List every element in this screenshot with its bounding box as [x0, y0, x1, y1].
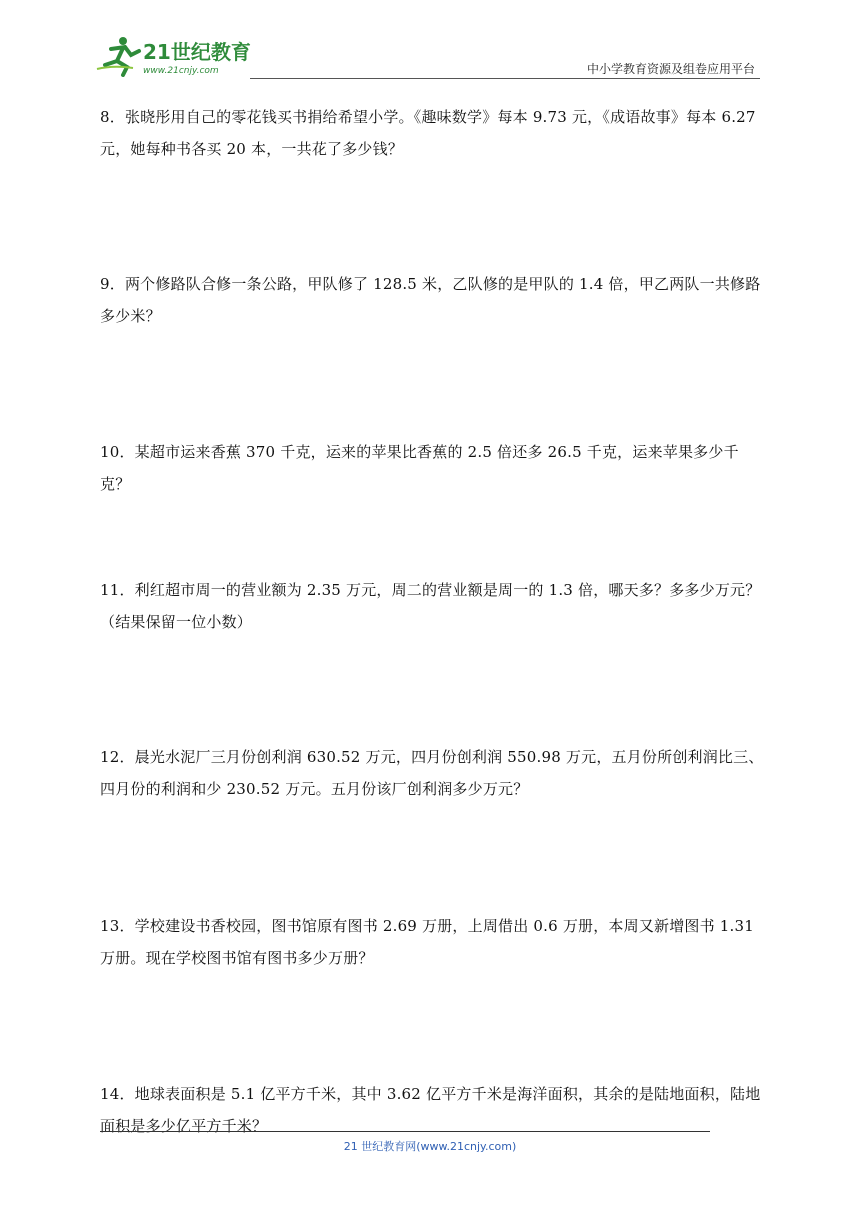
question-14: 14．地球表面积是 5.1 亿平方千米，其中 3.62 亿平方千米是海洋面积，其余的是陆地面积，陆地面积是多少亿平方千米？ — [100, 1085, 761, 1135]
header-divider — [250, 78, 760, 79]
question-12: 12．晨光水泥厂三月份创利润 630.52 万元，四月份创利润 550.98 万元，五月份所创利润比三、四月份的利润和少 230.52 万元。五月份该厂创利润多少万元？ — [100, 748, 764, 798]
footer-divider — [100, 1131, 710, 1132]
question-9: 9．两个修路队合修一条公路，甲队修了 128.5 米，乙队修的是甲队的 1.4 倍，甲乙两队一共修路多少米？ — [100, 275, 761, 325]
site-name: 中小学教育资源及组卷应用平台 — [586, 62, 755, 76]
question-13: 13．学校建设书香校园，图书馆原有图书 2.69 万册，上周借出 0.6 万册，本周又新增图书 1.31 万册。现在学校图书馆有图书多少万册？ — [100, 917, 754, 967]
question-11: 11．利红超市周一的营业额为 2.35 万元，周二的营业额是周一的 1.3 倍，哪天多？多多少万元？（结果保留一位小数） — [100, 581, 761, 631]
runner-logo-icon — [93, 35, 263, 77]
svg-text:21世纪教育: 21世纪教育 — [143, 40, 251, 64]
site-logo — [93, 35, 263, 77]
question-8: 8．张晓彤用自己的零花钱买书捐给希望小学。《趣味数学》每本 9.73 元，《成语故事》每本 6.27 元，她每种书各买 20 本，一共花了多少钱？ — [100, 108, 756, 158]
svg-text:www.21cnjy.com: www.21cnjy.com — [143, 66, 219, 76]
question-10: 10．某超市运来香蕉 370 千克，运来的苹果比香蕉的 2.5 倍还多 26.5 千克，运来苹果多少千克？ — [100, 443, 739, 493]
footer-link[interactable]: 21 世纪教育网(www.21cnjy.com) — [343, 1140, 517, 1153]
page-header — [0, 0, 860, 80]
